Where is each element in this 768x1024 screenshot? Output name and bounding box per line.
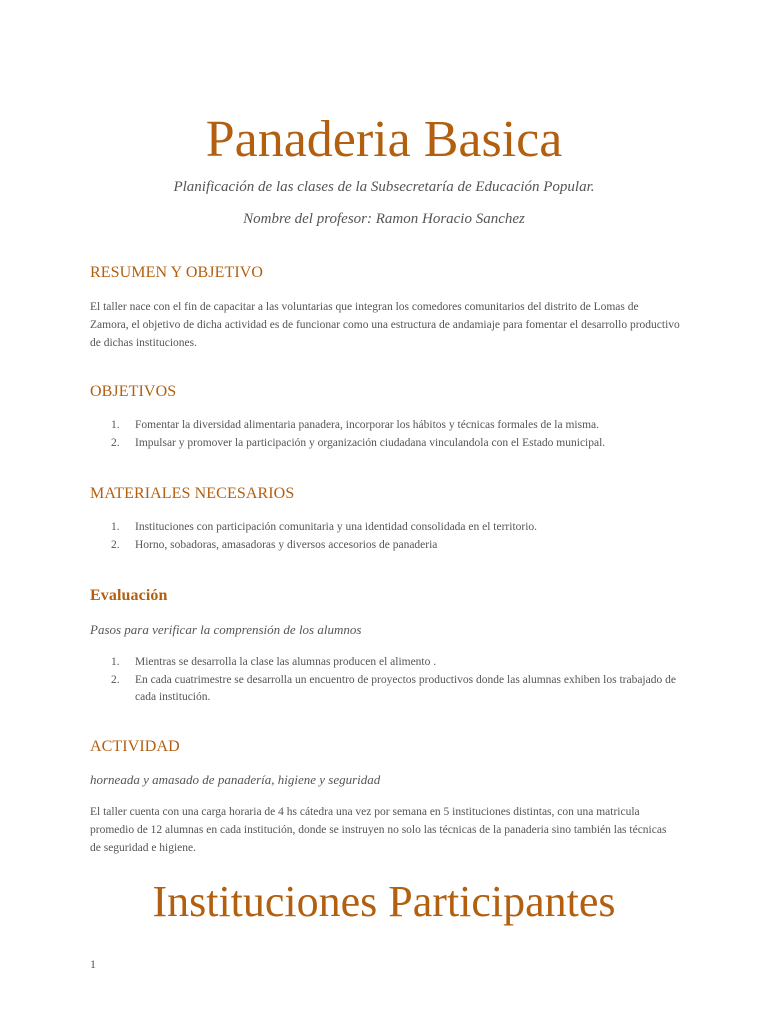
- list-item: [90, 654, 680, 672]
- materiales-list: [90, 519, 680, 554]
- list-item-number: 2.: [111, 538, 120, 551]
- list-item: [90, 435, 680, 453]
- list-item-number: 2.: [111, 673, 120, 686]
- page-number: 1: [90, 957, 96, 971]
- list-item-number: 1.: [111, 656, 120, 668]
- list-item: [90, 537, 680, 555]
- list-item-text: Impulsar y promover la participación y organización ciudadana vinculandola con el Estado municipal.: [135, 436, 606, 449]
- instituciones-heading: Instituciones Participantes: [152, 877, 616, 926]
- list-item-number: 2.: [111, 436, 120, 449]
- document-subtitle: Planificación de las clases de la Subsecretaría de Educación Popular.: [173, 179, 595, 195]
- objetivos-heading: OBJETIVOS: [90, 383, 177, 400]
- evaluacion-heading: Evaluación: [90, 587, 168, 604]
- teacher-name: Nombre del profesor: Ramon Horacio Sanchez: [243, 211, 525, 227]
- list-item-text: En cada cuatrimestre se desarrolla un encuentro de proyectos productivos donde las alumnas exhiben los trabajado de cada institución.: [135, 673, 676, 703]
- list-item-text: Mientras se desarrolla la clase las alumnas producen el alimento .: [135, 656, 437, 668]
- evaluacion-note: Pasos para verificar la comprensión de los alumnos: [90, 622, 362, 637]
- list-item-number: 1.: [111, 419, 120, 431]
- actividad-heading: ACTIVIDAD: [90, 738, 180, 755]
- objetivos-list: [90, 417, 680, 452]
- list-item: [90, 672, 680, 707]
- document-title: Panaderia Basica: [205, 111, 563, 168]
- list-item-text: Horno, sobadoras, amasadoras y diversos accesorios de panaderia: [135, 538, 438, 551]
- list-item: [90, 417, 680, 435]
- list-item-text: Instituciones con participación comunitaria y una identidad consolidada en el territorio.: [135, 521, 538, 533]
- actividad-note: horneada y amasado de panadería, higiene y seguridad: [90, 772, 381, 787]
- list-item: [90, 519, 680, 537]
- resumen-heading: RESUMEN Y OBJETIVO: [90, 264, 264, 281]
- actividad-text: El taller cuenta con una carga horaria de 4 hs cátedra una vez por semana en 5 instituciones distintas, con una matricula promedio de 12 alumnas en cada institución, donde se instruyen no solo las técnicas de la panaderia sino también las técnicas de seguridad e higiene.: [90, 806, 667, 854]
- materiales-heading: MATERIALES NECESARIOS: [90, 485, 295, 502]
- resumen-text: El taller nace con el fin de capacitar a las voluntarias que integran los comedores comunitarios del distrito de Lomas de Zamora, el objetivo de dicha actividad es de funcionar como una estructura de andamiaje para fomentar el desarrollo productivo de dichas instituciones.: [90, 301, 680, 349]
- list-item-text: Fomentar la diversidad alimentaria panadera, incorporar los hábitos y técnicas formales de la misma.: [135, 419, 599, 431]
- evaluacion-list: [90, 654, 680, 707]
- list-item-number: 1.: [111, 521, 120, 533]
